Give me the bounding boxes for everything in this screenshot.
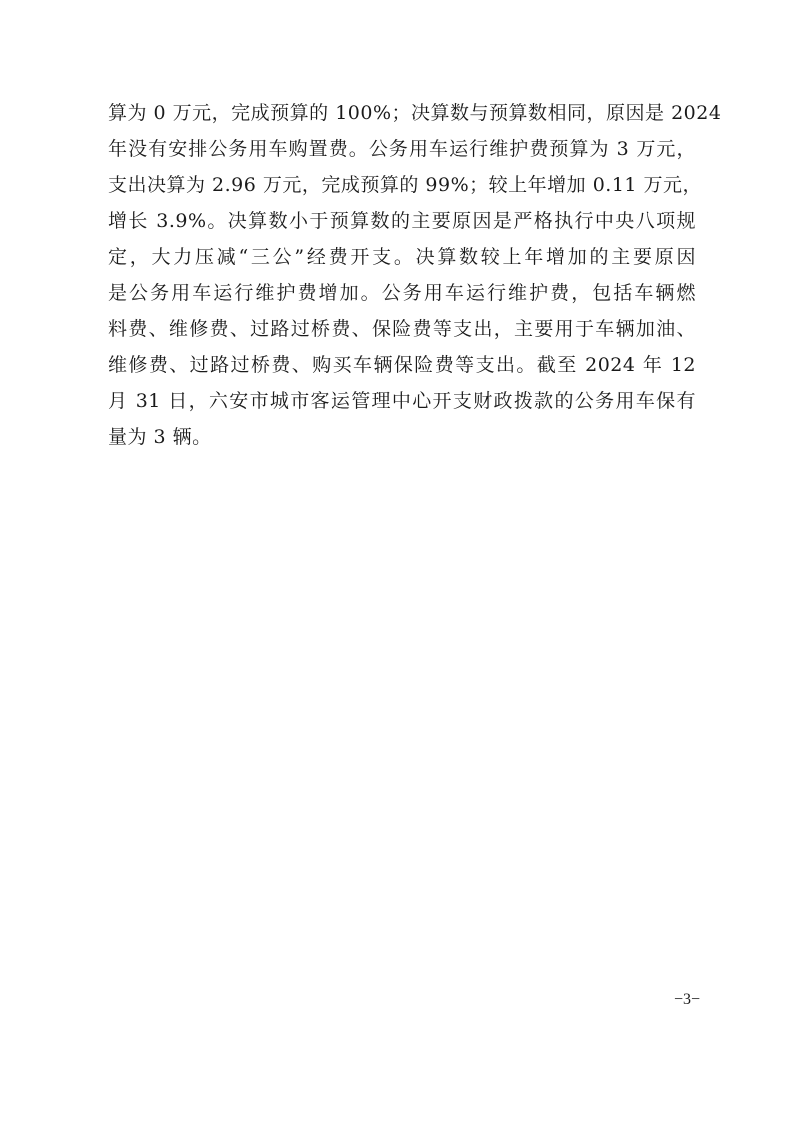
- paragraph-line-5: 定，大力压减“三公”经费开支。决算数较上年增加的主要原因: [108, 246, 696, 268]
- paragraph-line-6: 是公务用车运行维护费增加。公务用车运行维护费，包括车辆燃: [108, 282, 696, 304]
- body-paragraph: [108, 95, 722, 455]
- paragraph-line-10: 量为 3 辆。: [108, 426, 212, 448]
- paragraph-line-2: 年没有安排公务用车购置费。公务用车运行维护费预算为 3 万元，: [108, 138, 696, 160]
- paragraph-line-8: 维修费、过路过桥费、购买车辆保险费等支出。截至 2024 年 12: [108, 354, 696, 376]
- page-number: −3−: [673, 991, 700, 1008]
- paragraph-line-4: 增长 3.9%。决算数小于预算数的主要原因是严格执行中央八项规: [108, 210, 696, 232]
- paragraph-line-3: 支出决算为 2.96 万元，完成预算的 99%；较上年增加 0.11 万元，: [108, 174, 703, 196]
- paragraph-line-9: 月 31 日，六安市城市客运管理中心开支财政拨款的公务用车保有: [108, 390, 696, 412]
- paragraph-line-7: 料费、维修费、过路过桥费、保险费等支出，主要用于车辆加油、: [108, 318, 696, 340]
- paragraph-line-1: 算为 0 万元，完成预算的 100%；决算数与预算数相同，原因是 2024: [108, 102, 722, 124]
